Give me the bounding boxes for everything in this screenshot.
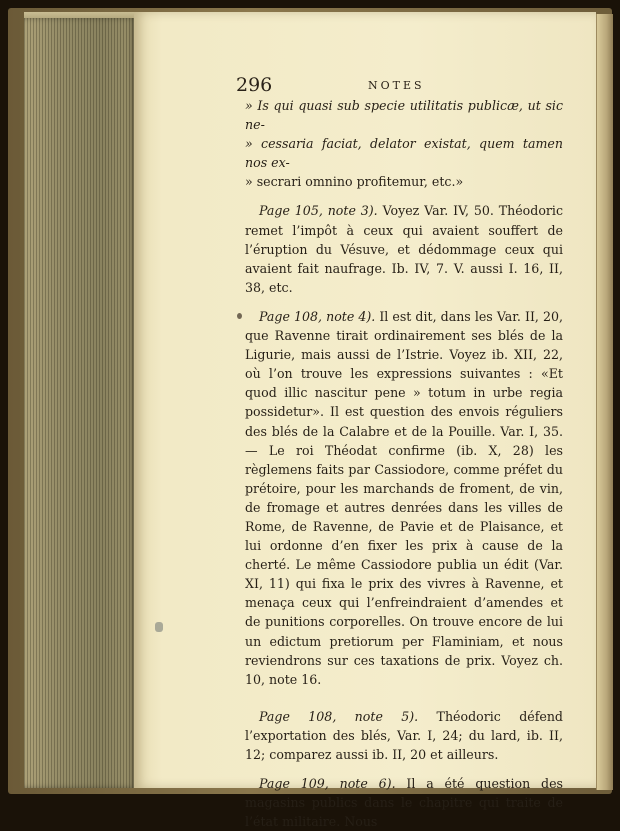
note-ref: Page 109, note 6). bbox=[259, 776, 396, 792]
note-text: Il est dit, dans les Var. II, 20, que Ravenne tirait ordinairement ses blés de la Ligurie, mais aussi de l’Istrie. Voyez ib. XII, 22, où l’on trouve les expressions suivantes : «Et quod illic nascitur pene » totum in urbe regia possidetur». Il est question des envois réguliers des blés de la Calabre et de la Pouille. Var. I, 35. — Le roi Théodat confirme (ib. X, 28) les règlemens faits par Cassiodore, comme préfet du prétoire, pour les marchands de froment, de vin, de fromage et autres denrées dans les villes de Rome, de Ravenne, de Pavie et de Plaisance, et lui ordonne d’en fixer les prix à cause de la cherté. Le même Cassiodore publia un édit (Var. XI, 11) qui fixa le prix des vivres à Ravenne, et menaça ceux qui l’enfreindraient d’amendes et de punitions corporelles. On trouve encore de lui un edictum pretiorum per Flaminiam, et nous reviendrons sur ces taxations de prix. Voyez ch. 10, note 16. bbox=[245, 308, 564, 687]
note-paragraph bbox=[245, 707, 563, 764]
note-ref: Page 108, note 5). bbox=[259, 708, 419, 724]
paper-stain bbox=[155, 622, 163, 632]
quote-line: » secrari omnino profitemur, etc.» bbox=[245, 174, 464, 190]
quote-line: » Is qui quasi sub specie utilitatis publicæ, ut sic ne- bbox=[245, 98, 563, 133]
running-head: NOTES bbox=[368, 79, 425, 92]
note-text: Voyez Var. IV, 50. Théodoric remet l’impôt à ceux qui avaient souffert de l’éruption du Vésuve, et dédommage ceux qui avaient fait naufrage. Ib. IV, 7. V. aussi I. 16, II, 38, etc. bbox=[245, 203, 564, 295]
quote-line: » cessaria faciat, delator existat, quem tamen nos ex- bbox=[245, 136, 563, 171]
note-paragraph bbox=[245, 201, 563, 296]
note-ref: Page 108, note 4). bbox=[259, 308, 376, 324]
note-text: Il a été question des magasins publics dans le chapitre qui traite de l’état militaire. Nous bbox=[245, 776, 564, 830]
page-block-edge bbox=[24, 18, 136, 788]
ink-blot bbox=[237, 313, 242, 319]
note-text: Théodoric défend l’exportation des blés, Var. I, 24; du lard, ib. II, 12; comparez aussi ib. II, 20 et ailleurs. bbox=[245, 708, 563, 762]
page-text bbox=[245, 96, 563, 831]
facing-page-edge bbox=[596, 14, 613, 790]
note-ref: Page 105, note 3). bbox=[259, 203, 378, 219]
note-paragraph bbox=[245, 774, 563, 831]
page-number: 296 bbox=[236, 74, 273, 96]
note-paragraph bbox=[245, 307, 563, 689]
page-header bbox=[236, 74, 566, 96]
